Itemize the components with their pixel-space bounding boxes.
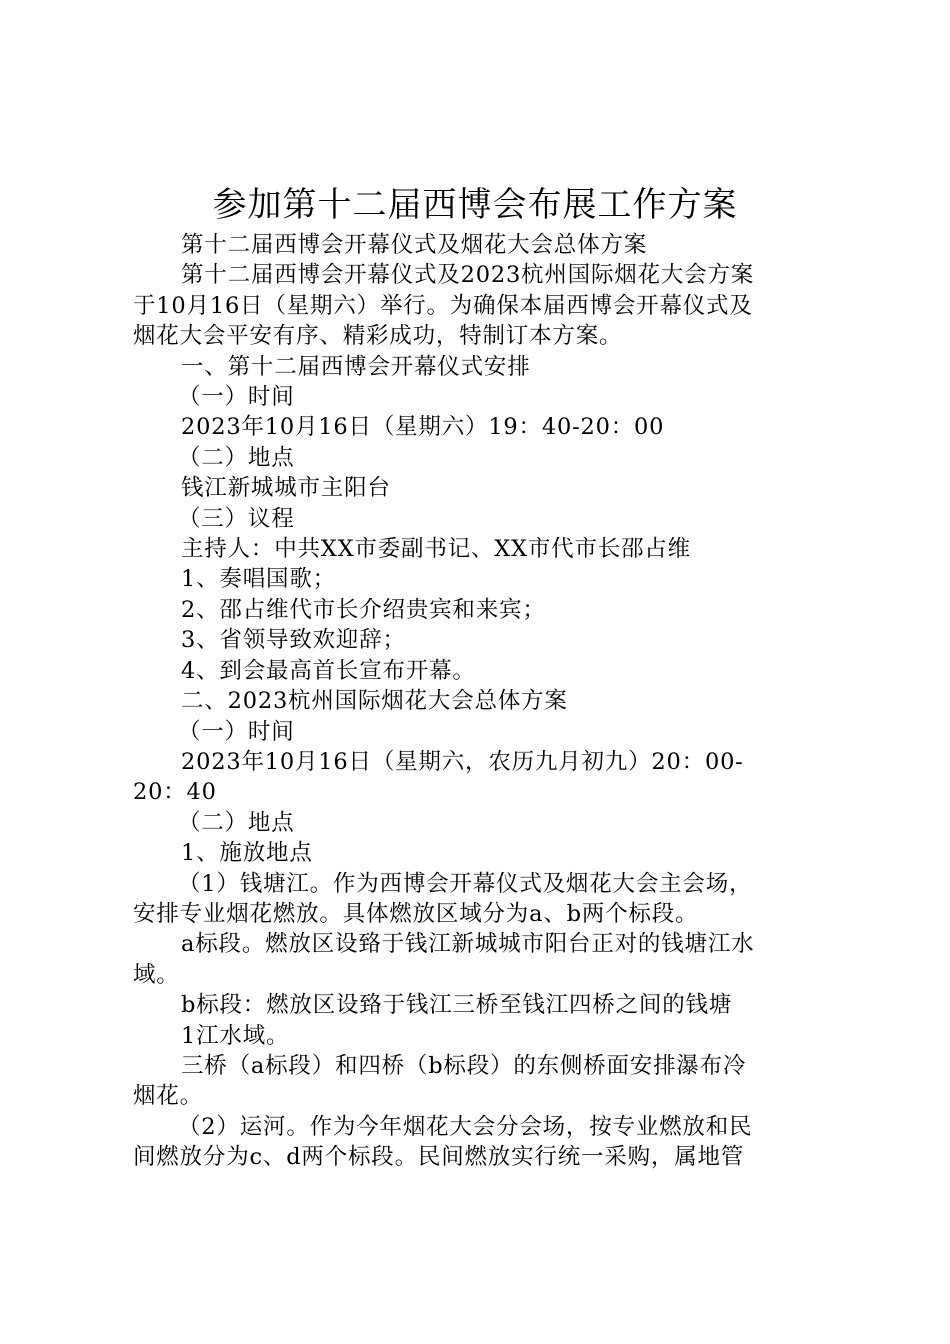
paragraph-line: 烟花。 (133, 1083, 203, 1110)
section-heading: 一、第十二届西博会开幕仪式安排 (181, 353, 531, 380)
paragraph-line: 于10月16日（星期六）举行。为确保本届西博会开幕仪式及 (133, 292, 753, 319)
paragraph-line: 钱江新城城市主阳台 (181, 475, 391, 502)
paragraph-line: 1江水域。 (181, 1022, 290, 1049)
list-item: 4、到会最高首长宣布开幕。 (181, 657, 476, 684)
paragraph-line: 第十二届西博会开幕仪式及烟花大会总体方案 (181, 232, 648, 258)
paragraph-line: 烟花大会平安有序、精彩成功，特制订本方案。 (133, 323, 623, 350)
paragraph-line: 2023年10月16日（星期六，农历九月初九）20：00- (181, 748, 744, 775)
subsection-heading: （二）地点 (178, 444, 295, 471)
paragraph-line: 安排专业烟花燃放。具体燃放区域分为a、b两个标段。 (133, 900, 699, 927)
subsection-heading: （一）时间 (178, 384, 295, 411)
section-heading: 二、2023杭州国际烟花大会总体方案 (181, 688, 568, 715)
paragraph-line: 间燃放分为c、d两个标段。民间燃放实行统一采购，属地管 (133, 1144, 745, 1171)
paragraph-line: （2）运河。作为今年烟花大会分会场，按专业燃放和民 (178, 1113, 753, 1140)
paragraph-line: a标段。燃放区设臵于钱江新城城市阳台正对的钱塘江水 (181, 931, 755, 958)
paragraph-line: 主持人：中共XX市委副书记、XX市代市长邵占维 (181, 536, 691, 563)
subsection-heading: （三）议程 (178, 505, 295, 532)
paragraph-line: 三桥（a标段）和四桥（b标段）的东侧桥面安排瀑布冷 (181, 1052, 747, 1079)
list-item: 3、省领导致欢迎辞； (181, 627, 406, 654)
subsection-heading: （一）时间 (178, 718, 295, 745)
paragraph-line: b标段：燃放区设臵于钱江三桥至钱江四桥之间的钱塘 (181, 992, 733, 1019)
document-body (133, 230, 823, 1173)
paragraph-line: 第十二届西博会开幕仪式及2023杭州国际烟花大会方案 (181, 262, 755, 289)
paragraph-line: （1）钱塘江。作为西博会开幕仪式及烟花大会主会场， (178, 870, 753, 897)
paragraph-line: 20：40 (133, 779, 217, 806)
paragraph-line: 域。 (133, 961, 180, 988)
paragraph-line: 2023年10月16日（星期六）19：40-20：00 (181, 414, 665, 441)
list-item: 2、邵占维代市长介绍贵宾和来宾； (181, 596, 546, 623)
document-title: 参加第十二届西博会布展工作方案 (212, 185, 738, 225)
subsection-heading: （二）地点 (178, 809, 295, 836)
list-item: 1、奏唱国歌； (181, 566, 336, 593)
paragraph-line: 1、施放地点 (181, 840, 313, 867)
